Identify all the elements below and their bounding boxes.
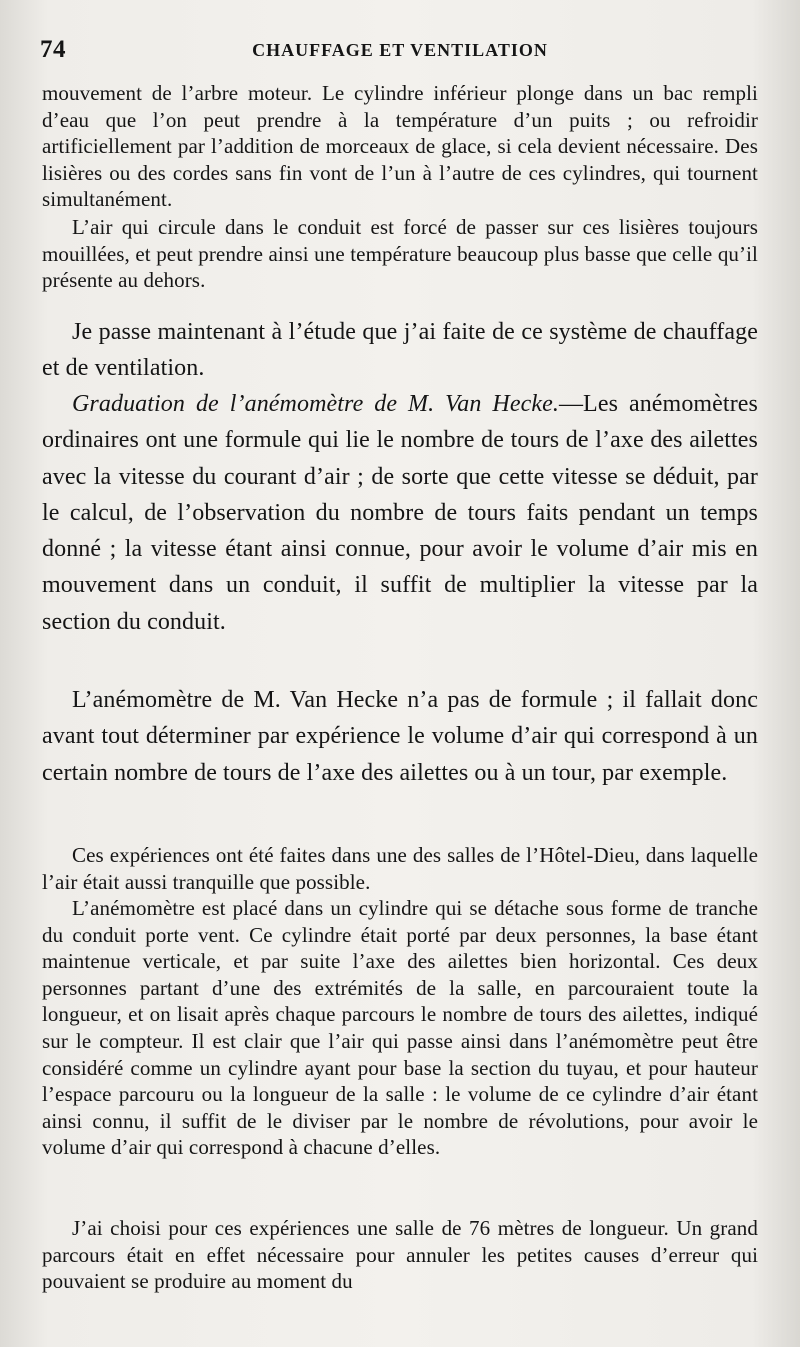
paragraph-etude: Je passe maintenant à l’étude que j’ai faite de ce système de chauffage et de ventilation. <box>42 319 758 382</box>
paragraph-experiences: Ces expériences ont été faites dans une des salles de l’Hôtel-Dieu, dans laquelle l’air était aussi tranquille que possible. <box>42 843 758 894</box>
running-head: CHAUFFAGE ET VENTILATION <box>252 40 548 60</box>
paragraph-continuation: mouvement de l’arbre moteur. Le cylindre inférieur plonge dans un bac rempli d’eau que l’on peut prendre à la température d’un puits ; ou refroidir artificiellement par l’addition de morceaux de glace, si cela devient nécessaire. Des lisières ou des cordes sans fin vont de l’un à l’autre de ces cylindres, qui tournent simultanément. <box>42 81 758 212</box>
paragraph-cylindre: L’anémomètre est placé dans un cylindre qui se détache sous forme de tranche du conduit porte vent. Ce cylindre était porté par deux personnes, la base étant maintenue verticale, et par suite l’axe des ailettes bien horizontal. Ces deux personnes partant d’une des extrémités de la salle, en parcouraient toute la longueur, et on lisait après chaque parcours le nombre de tours des ailettes, indiqué sur le compteur. Il est clair que l’air qui passe ainsi dans l’anémomètre peut être considéré comme un cylindre ayant pour base la section du tuyau, et pour hauteur l’espace parcouru ou la longueur de la salle : le volume de ce cylindre d’air étant ainsi connu, il suffit de le diviser par le nombre de révolutions, pour avoir le volume d’air qui correspond à chacune d’elles. <box>42 896 758 1160</box>
page-number: 74 <box>40 36 66 63</box>
paragraph-lisieres: L’air qui circule dans le conduit est forcé de passer sur ces lisières toujours mouillées, et peut prendre ainsi une température beaucoup plus basse que celle qu’il présente au dehors. <box>42 215 758 293</box>
paragraph-salle: J’ai choisi pour ces expériences une salle de 76 mètres de longueur. Un grand parcours était en effet nécessaire pour annuler les petites causes d’erreur qui pouvaient se produire au moment du <box>42 1216 758 1294</box>
paragraph-formule: L’anémomètre de M. Van Hecke n’a pas de formule ; il fallait donc avant tout déterminer par expérience le volume d’air qui correspond à un certain nombre de tours de l’axe des ailettes ou à un tour, par exemple. <box>42 687 758 786</box>
section-heading: Graduation de l’anémomètre de M. Van Hecke. <box>72 391 559 417</box>
paragraph-graduation <box>42 386 758 640</box>
section-heading-body: —Les anémomètres ordinaires ont une formule qui lie le nombre de tours de l’axe des ailettes avec la vitesse du courant d’air ; de sorte que cette vitesse se déduit, par le calcul, de l’observation du nombre de tours faits pendant un temps donné ; la vitesse étant ainsi connue, pour avoir le volume d’air mis en mouvement dans un conduit, il suffit de multiplier la vitesse par la section du conduit. <box>42 391 758 635</box>
page-header <box>40 36 760 68</box>
